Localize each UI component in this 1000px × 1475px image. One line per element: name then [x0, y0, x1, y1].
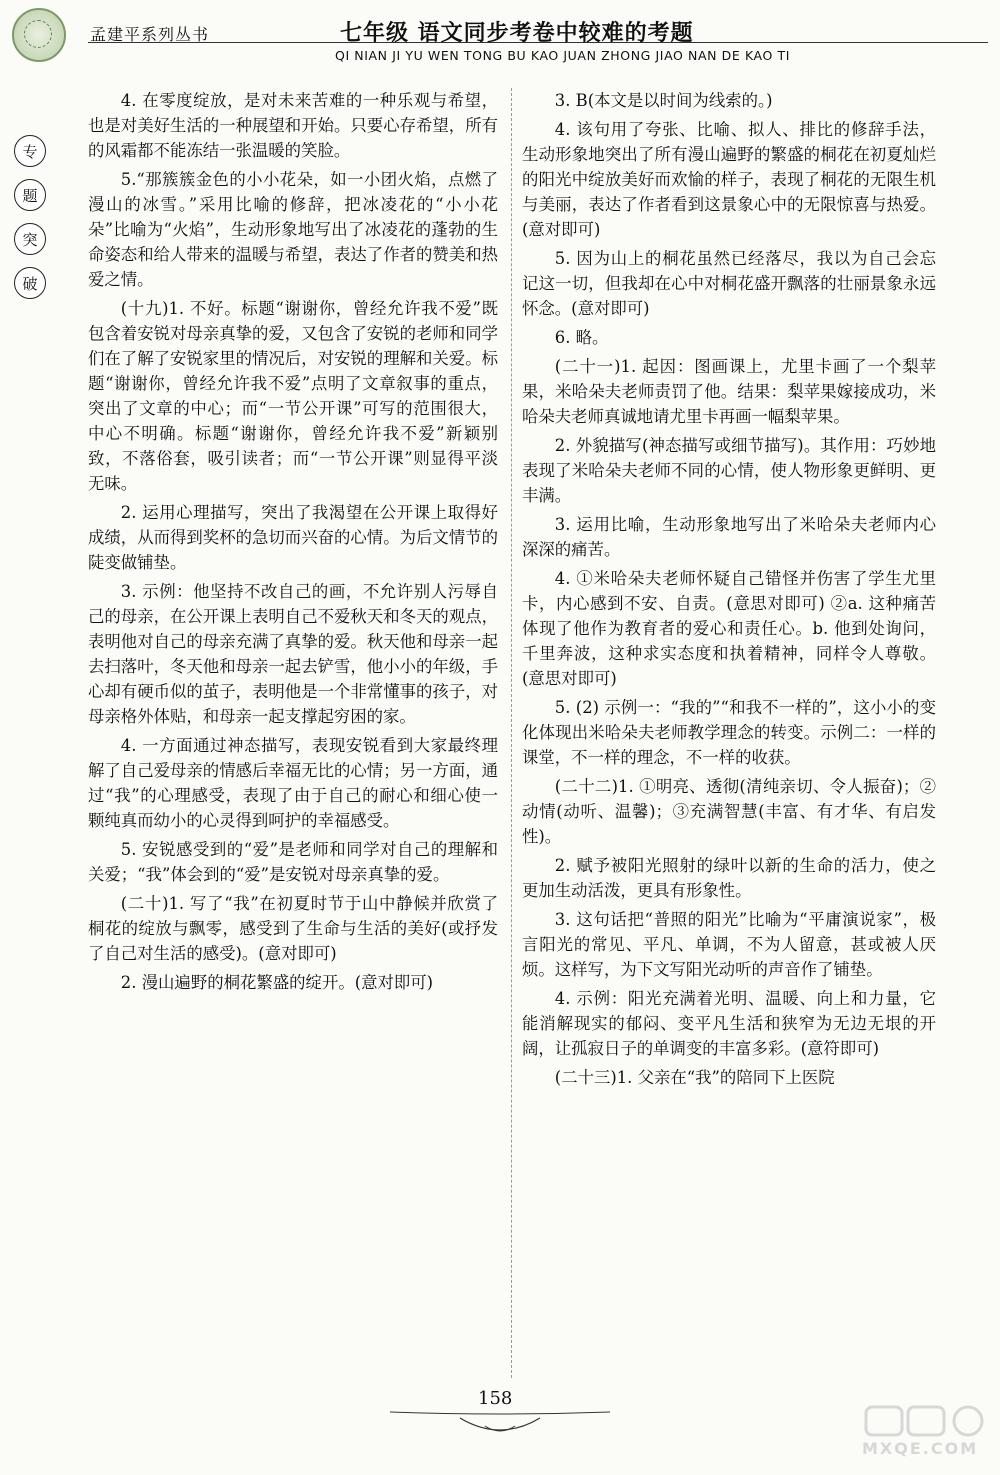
paragraph: (二十三)1. 父亲在“我”的陪同下上医院 — [554, 1068, 835, 1087]
paragraph: 6. 略。 — [554, 328, 609, 347]
left-column — [88, 88, 498, 999]
paragraph: 4. 在零度绽放，是对未来苦难的一种乐观与希望，也是对美好生活的一种展望和开始。只要心存希望，所有的风霜都不能冻结一张温暖的笑脸。 — [88, 91, 498, 160]
watermark — [862, 1403, 992, 1469]
book-title-pinyin: QI NIAN JI YU WEN TONG BU KAO JUAN ZHONG JIAO NAN DE KAO TI — [335, 48, 791, 63]
side-tab-2: 题 — [14, 179, 46, 211]
paragraph: 5. 安锐感受到的“爱”是老师和同学对自己的理解和关爱；“我”体会到的“爱”是安锐对母亲真挚的爱。 — [88, 840, 498, 884]
side-tab-3: 突 — [14, 223, 46, 255]
side-tab-4: 破 — [14, 267, 46, 299]
side-tabs — [14, 135, 50, 311]
paragraph: (二十二)1. ①明亮、透彻(清纯亲切、令人振奋)；②动情(动听、温馨)；③充满智慧(丰富、有才华、有启发性)。 — [522, 777, 936, 846]
watermark-logo-icon — [862, 1403, 992, 1439]
paragraph: 4. ①米哈朵夫老师怀疑自己错怪并伤害了学生尤里卡，内心感到不安、自责。(意思对即可) ②a. 这种痛苦体现了他作为教育者的爱心和责任心。b. 他到处询问，千里奔波，这种求实态度和执着精神，同样令人尊敬。(意思对即可) — [522, 569, 936, 688]
paragraph: (二十一)1. 起因：图画课上，尤里卡画了一个梨苹果，米哈朵夫老师责罚了他。结果：梨苹果嫁接成功，米哈朵夫老师真诚地请尤里卡再画一幅梨苹果。 — [522, 357, 936, 426]
book-title: 七年级 语文同步考卷中较难的考题 — [340, 20, 694, 46]
paragraph: 5.“那簇簇金色的小小花朵，如一小团火焰，点燃了漫山的冰雪。”采用比喻的修辞，把冰凌花的“小小花朵”比喻为“火焰”，生动形象地写出了冰凌花的蓬勃的生命姿态和给人带来的温暖与希望，表达了作者的赞美和热爱之情。 — [88, 170, 498, 289]
paragraph: 3. 运用比喻，生动形象地写出了米哈朵夫老师内心深深的痛苦。 — [522, 515, 936, 559]
paragraph: 4. 一方面通过神态描写，表现安锐看到大家最终理解了自己爱母亲的情感后幸福无比的心情；另一方面，通过“我”的心理感受，表现了由于自己的耐心和细心使一颗纯真而幼小的心灵得到呵护的幸福感受。 — [88, 736, 498, 830]
page-header — [0, 0, 1000, 80]
paragraph: (二十)1. 写了“我”在初夏时节于山中静候并欣赏了桐花的绽放与飘零，感受到了生命与生活的美好(或抒发了自己对生活的感受)。(意对即可) — [88, 894, 498, 963]
paragraph: 2. 漫山遍野的桐花繁盛的绽开。(意对即可) — [120, 973, 434, 992]
watermark-text: MXQE.COM — [862, 1439, 979, 1458]
paragraph: 5. 因为山上的桐花虽然已经落尽，我以为自己会忘记这一切，但我却在心中对桐花盛开飘落的壮丽景象永远怀念。(意对即可) — [522, 249, 936, 318]
paragraph: 3. 示例：他坚持不改自己的画，不允许别人污辱自己的母亲，在公开课上表明自己不爱秋天和冬天的观点，表明他对自己的母亲充满了真挚的爱。秋天他和母亲一起去扫落叶，冬天他和母亲一起去铲雪，他小小的年级，手心却有硬币似的茧子，表明他是一个非常懂事的孩子，对母亲格外体贴，和母亲一起支撑起穷困的家。 — [88, 582, 498, 726]
column-divider — [511, 88, 512, 1378]
paragraph: 3. B(本文是以时间为线索的。) — [554, 91, 773, 110]
paragraph: 4. 示例：阳光充满着光明、温暖、向上和力量，它能消解现实的郁闷、变平凡生活和狭窄为无边无垠的开阔，让孤寂日子的单调变的丰富多彩。(意符即可) — [522, 989, 936, 1058]
series-name: 孟建平系列丛书 — [90, 25, 210, 44]
paragraph: 4. 该句用了夸张、比喻、拟人、排比的修辞手法，生动形象地突出了所有漫山遍野的繁盛的桐花在初夏灿烂的阳光中绽放美好而欢愉的样子，表现了桐花的无限生机与美丽，表达了作者看到这景象心中的无限惊喜与热爱。(意对即可) — [522, 120, 936, 239]
paragraph: 5. (2) 示例一：“我的”“和我不一样的”，这小小的变化体现出米哈朵夫老师教学理念的转变。示例二：一样的课堂，不一样的理念，不一样的收获。 — [522, 698, 936, 767]
paragraph: 3. 这句话把“普照的阳光”比喻为“平庸演说家”，极言阳光的常见、平凡、单调，不为人留意，甚或被人厌烦。这样写，为下文写阳光动听的声音作了铺垫。 — [522, 910, 936, 979]
paragraph: 2. 外貌描写(神态描写或细节描写)。其作用：巧妙地表现了米哈朵夫老师不同的心情，使人物形象更鲜明、更丰满。 — [522, 436, 936, 505]
paragraph: (十九)1. 不好。标题“谢谢你，曾经允许我不爱”既包含着安锐对母亲真挚的爱，又包含了安锐的老师和同学们在了解了安锐家里的情况后，对安锐的理解和关爱。标题“谢谢你，曾经允许我不爱”点明了文章叙事的重点，突出了文章的中心；而“一节公开课”可写的范围很大，中心不明确。标题“谢谢你，曾经允许我不爱”新颖别致，不落俗套，吸引读者；而“一节公开课”则显得平淡无味。 — [88, 299, 498, 493]
paragraph: 2. 赋予被阳光照射的绿叶以新的生命的活力，使之更加生动活泼，更具有形象性。 — [522, 856, 936, 900]
side-tab-1: 专 — [14, 135, 46, 167]
footer-ornament-icon — [390, 1408, 610, 1442]
right-column — [522, 88, 936, 1094]
paragraph: 2. 运用心理描写，突出了我渴望在公开课上取得好成绩，从而得到奖杯的急切而兴奋的心情。为后文情节的陡变做铺垫。 — [88, 503, 498, 572]
page-number: 158 — [478, 1388, 513, 1409]
series-logo-icon — [12, 8, 66, 62]
